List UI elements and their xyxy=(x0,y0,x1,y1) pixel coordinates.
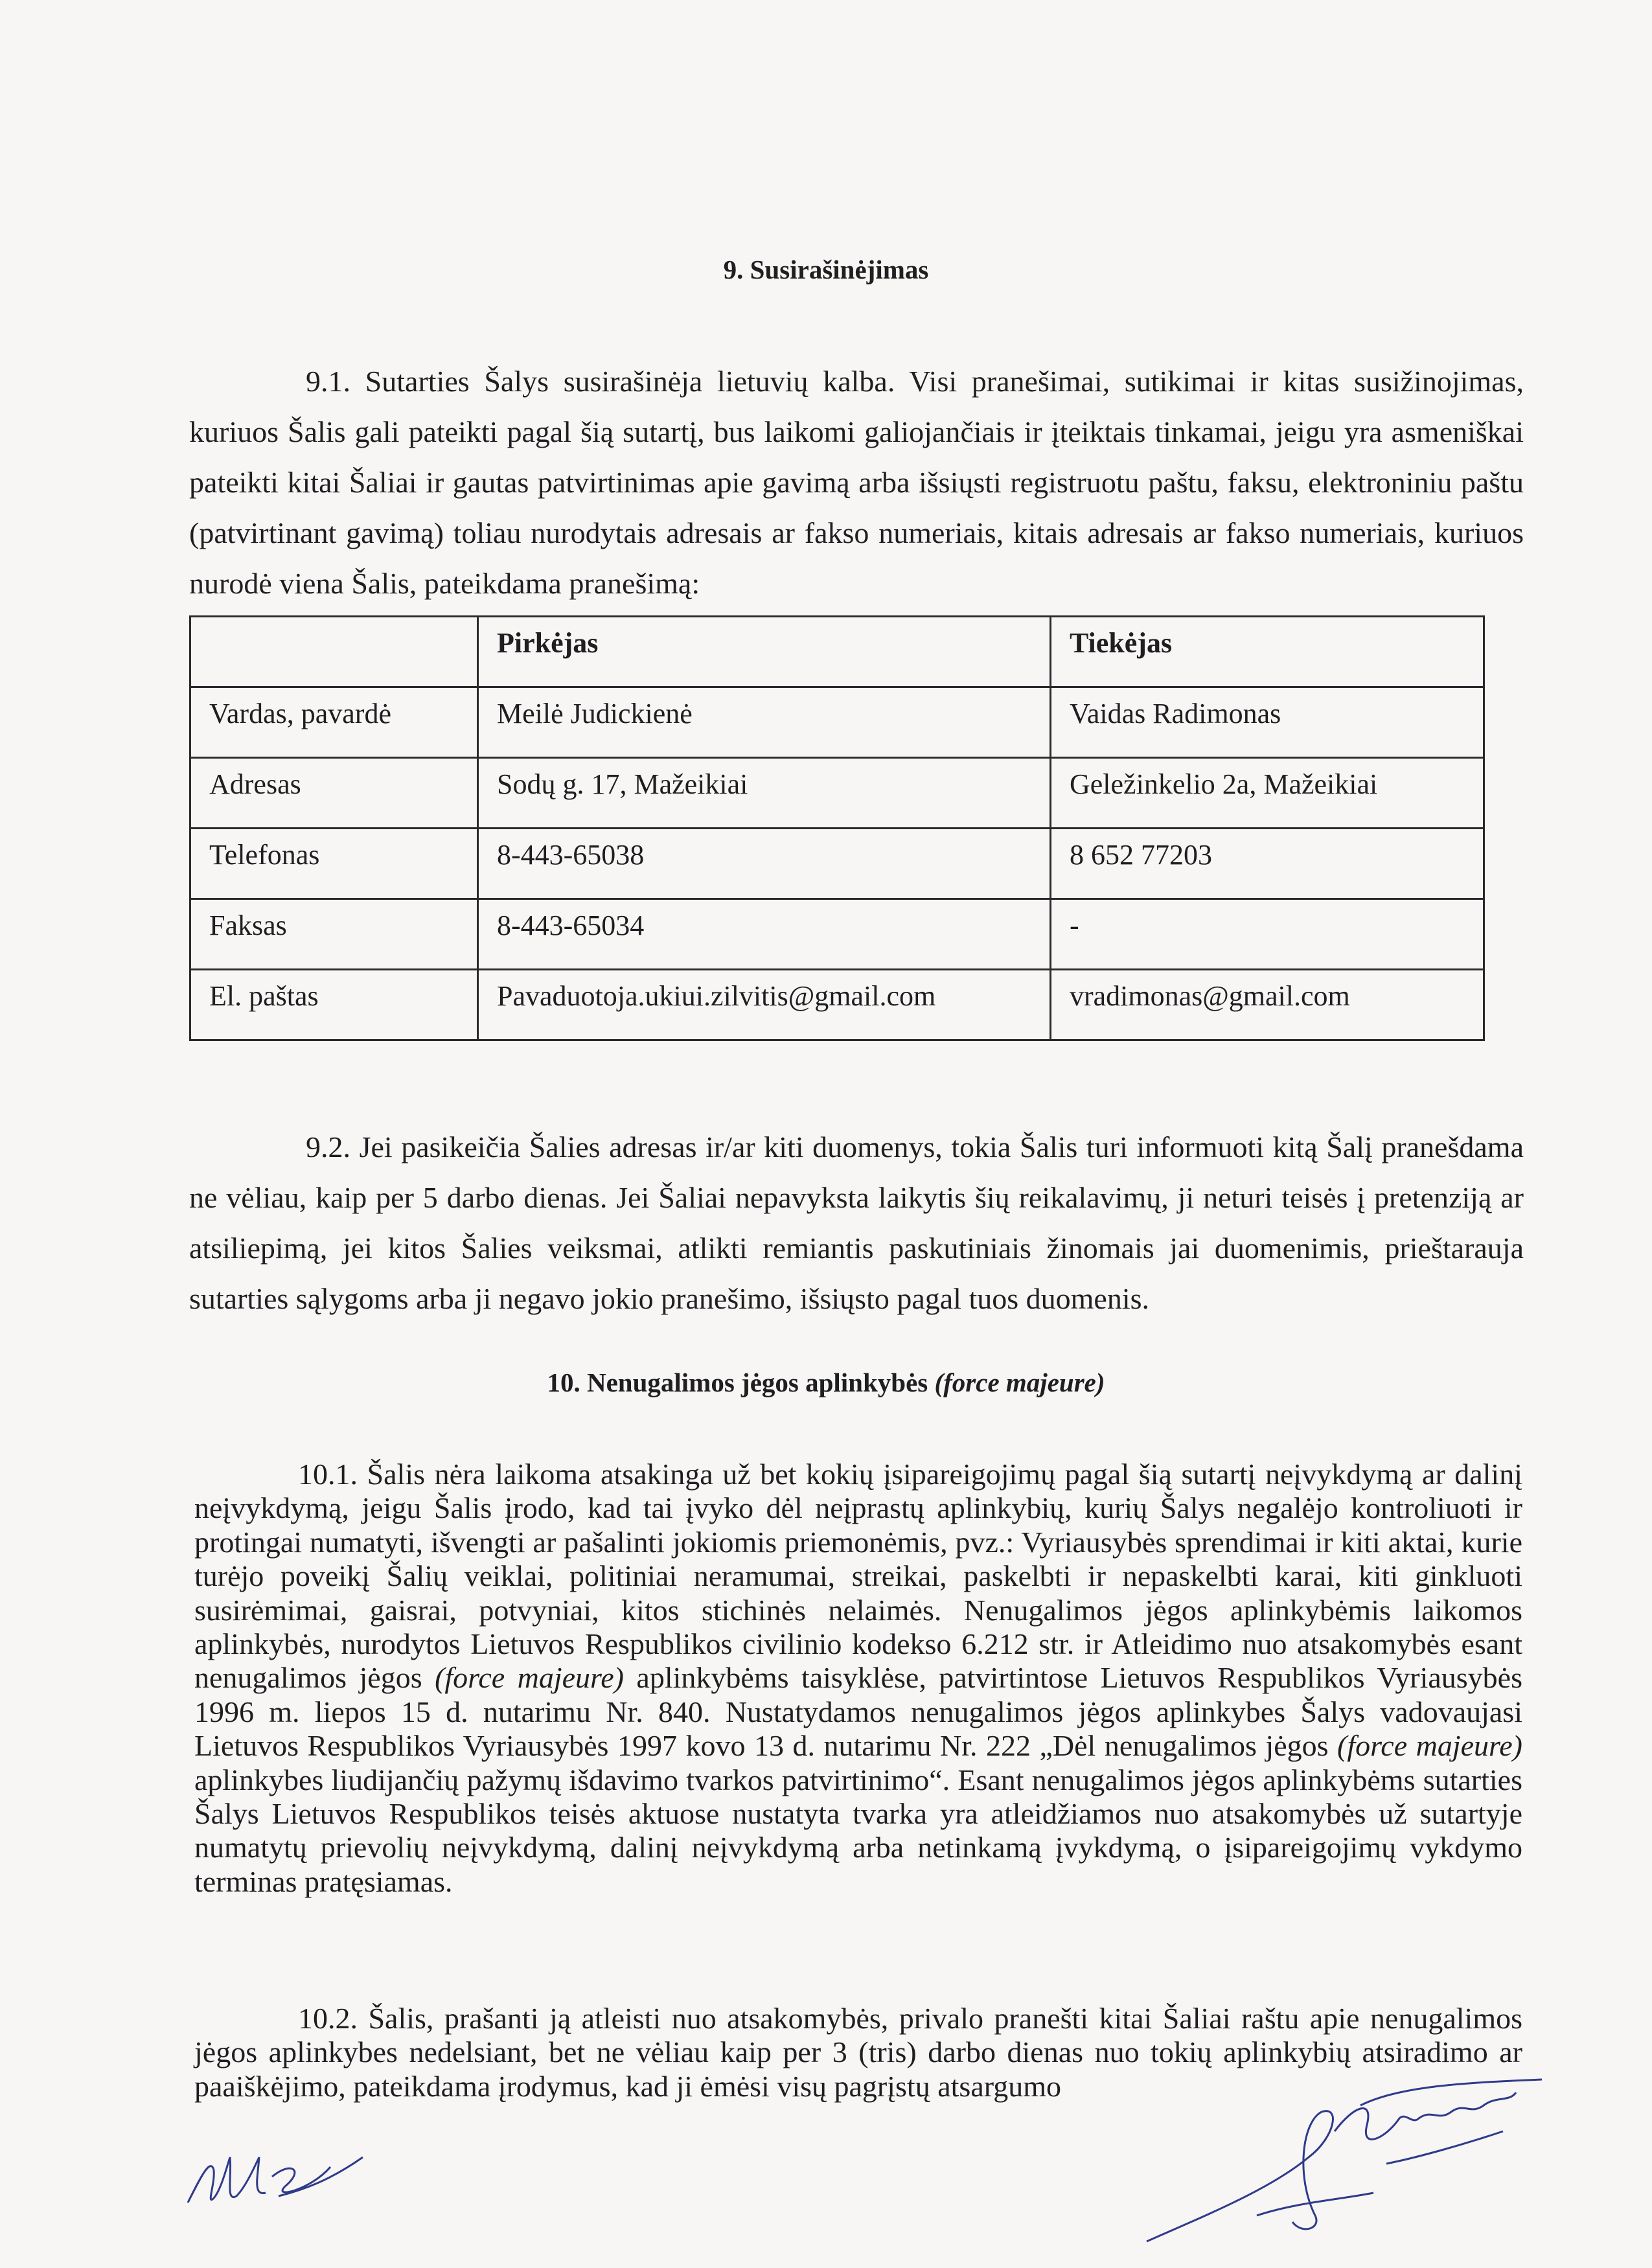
buyer-value: 8-443-65038 xyxy=(478,829,1051,899)
table-row-name xyxy=(190,687,1484,758)
table-row-fax xyxy=(190,899,1484,970)
table-header-supplier: Tiekėjas xyxy=(1051,617,1484,687)
buyer-value: Meilė Judickienė xyxy=(478,687,1051,758)
table-row-address xyxy=(190,758,1484,829)
table-header-cell-empty xyxy=(190,617,478,687)
supplier-value: - xyxy=(1051,899,1484,970)
paragraph-10-1-italic-2: (force majeure) xyxy=(1337,1729,1522,1763)
contacts-table xyxy=(189,615,1485,1041)
supplier-value: Vaidas Radimonas xyxy=(1051,687,1484,758)
paragraph-10-2-text: 10.2. Šalis, prašanti ją atleisti nuo atsakomybės, privalo pranešti kitai Šaliai raštu apie nenugalimos jėgos aplinkybes nedelsiant, bet ne vėliau kaip per 3 (tris) darbo dienas nuo tokių aplinkybių atsiradimo ar paaiškėjimo, pateikdama įrodymus, kad ji ėmėsi visų pagrįstų atsargumo xyxy=(194,2002,1522,2103)
table-header-row xyxy=(190,617,1484,687)
section-9-heading: 9. Susirašinėjimas xyxy=(723,255,929,284)
supplier-value: Geležinkelio 2a, Mažeikiai xyxy=(1051,758,1484,829)
section-10-heading-italic: (force majeure) xyxy=(934,1368,1105,1397)
paragraph-10-1 xyxy=(194,1458,1522,1899)
paragraph-9-2 xyxy=(189,1122,1524,1324)
buyer-value: Pavaduotoja.ukiui.zilvitis@gmail.com xyxy=(478,970,1051,1040)
table-row-phone xyxy=(190,829,1484,899)
supplier-value: 8 652 77203 xyxy=(1051,829,1484,899)
buyer-value: Sodų g. 17, Mažeikiai xyxy=(478,758,1051,829)
paragraph-10-1-text-c: aplinkybes liudijančių pažymų išdavimo tvarkos patvirtinimo“. Esant nenugalimos jėgos aplinkybėms sutarties Šalys Lietuvos Respublikos teisės aktuose nustatyta tvarka yra atleidžiamos nuo atsakomybės už sutartyje numatytų prievolių neįvykdymą, dalinį neįvykdymą arba netinkamą įvykdymą, o įsipareigojimų vykdymo terminas pratęsiamas. xyxy=(194,1763,1522,1898)
row-label: El. paštas xyxy=(190,970,478,1040)
paragraph-10-1-text-a: 10.1. Šalis nėra laikoma atsakinga už bet kokių įsipareigojimų pagal šią sutartį neįvykdymą ar dalinį neįvykdymą, jeigu Šalis įrodo, kad tai įvyko dėl neįprastų aplinkybių, kurių Šalys negalėjo kontroliuoti ir protingai numatyti, išvengti ar pašalinti jokiomis priemonėmis, pvz.: Vyriausybės sprendimai ir kiti aktai, kurie turėjo poveikį Šalių veiklai, politiniai neramumai, streikai, paskelbti ir nepaskelbti karai, kiti ginkluoti susirėmimai, gaisrai, potvyniai, kitos stichinės nelaimės. Nenugalimos jėgos aplinkybėmis laikomos aplinkybės, nurodytos Lietuvos Respublikos civilinio kodekso 6.212 str. ir Atleidimo nuo atsakomybės esant nenugalimos jėgos xyxy=(194,1458,1522,1695)
paragraph-9-1-text: 9.1. Sutarties Šalys susirašinėja lietuvių kalba. Visi pranešimai, sutikimai ir kitas susižinojimas, kuriuos Šalis gali pateikti pagal šią sutartį, bus laikomi galiojančiais ir įteiktais tinkamai, jeigu yra asmeniškai pateikti kitai Šaliai ir gautas patvirtinimas apie gavimą arba išsiųsti registruotu paštu, faksu, elektroniniu paštu (patvirtinant gavimą) toliau nurodytais adresais ar fakso numeriais, kitais adresais ar fakso numeriais, kuriuos nurodė viena Šalis, pateikdama pranešimą: xyxy=(189,365,1524,600)
table-row-email xyxy=(190,970,1484,1040)
row-label: Telefonas xyxy=(190,829,478,899)
section-10-heading-text: 10. Nenugalimos jėgos aplinkybės xyxy=(547,1368,935,1397)
section-10-heading xyxy=(0,1367,1652,1398)
paragraph-9-1 xyxy=(189,356,1524,609)
supplier-value: vradimonas@gmail.com xyxy=(1051,970,1484,1040)
paragraph-10-1-italic-1: (force majeure) xyxy=(435,1661,624,1695)
row-label: Faksas xyxy=(190,899,478,970)
row-label: Vardas, pavardė xyxy=(190,687,478,758)
row-label: Adresas xyxy=(190,758,478,829)
buyer-value: 8-443-65034 xyxy=(478,899,1051,970)
table-header-buyer: Pirkėjas xyxy=(478,617,1051,687)
paragraph-10-1-text-b: aplinkybėms taisyklėse, patvirtintose Lietuvos Respublikos Vyriausybės 1996 m. liepos 15 d. nutarimu Nr. 840. Nustatydamos nenugalimos jėgos aplinkybes Šalys vadovaujasi Lietuvos Respublikos Vyriausybės 1997 kovo 13 d. nutarimu Nr. 222 „Dėl nenugalimos jėgos xyxy=(194,1661,1522,1763)
signature-right xyxy=(1127,2067,1555,2261)
paragraph-9-2-text: 9.2. Jei pasikeičia Šalies adresas ir/ar kiti duomenys, tokia Šalis turi informuoti kitą Šalį pranešdama ne vėliau, kaip per 5 darbo dienas. Jei Šaliai nepavyksta laikytis šių reikalavimų, ji neturi teisės į pretenziją ar atsiliepimą, jei kitos Šalies veiksmai, atlikti remiantis paskutiniais žinomais jai duomenimis, prieštarauja sutarties sąlygoms arba ji negavo jokio pranešimo, išsiųsto pagal tuos duomenis. xyxy=(189,1130,1524,1315)
signature-left xyxy=(175,2131,369,2222)
